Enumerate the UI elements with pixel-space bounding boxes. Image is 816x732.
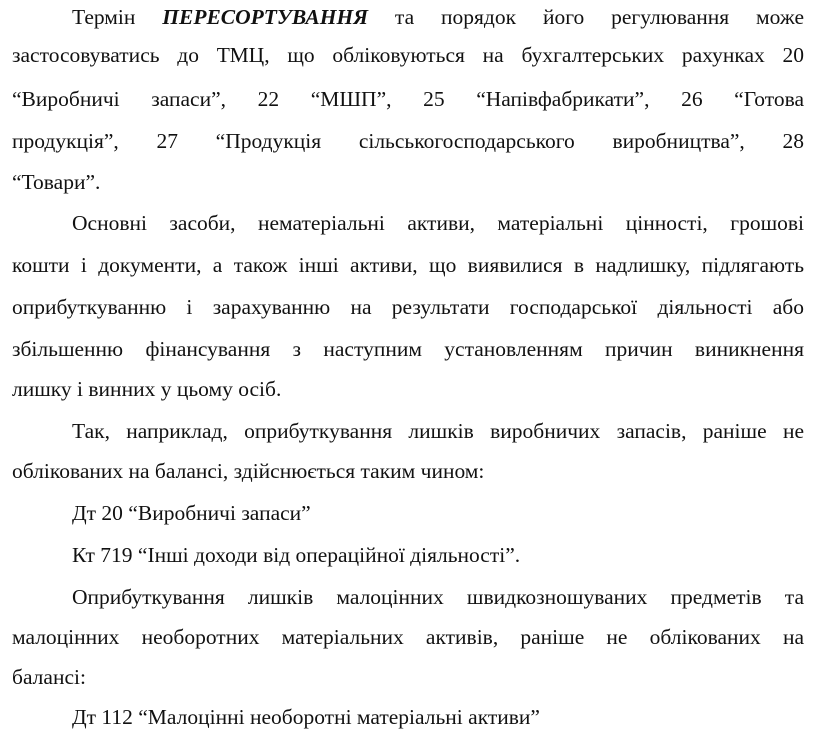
paragraph-1-prefix: Термін [72,5,163,29]
paragraph-4-line-1: Оприбуткування лишків малоцінних швидкозношуваних предметів та [72,585,804,609]
paragraph-1-line-4: продукція”, 27 “Продукція сільськогосподарського виробництва”, 28 [12,129,804,153]
entry-debit-20: Дт 20 “Виробничі запаси” [72,501,311,525]
paragraph-1-suffix: та порядок його регулювання може [368,5,804,29]
entry-credit-719: Кт 719 “Інші доходи від операційної діяльності”. [72,543,521,567]
paragraph-1-line-2: застосовуватись до ТМЦ, що обліковуються на бухгалтерських рахунках 20 [12,43,804,67]
entry-debit-112: Дт 112 “Малоцінні необоротні матеріальні активи” [72,705,540,729]
paragraph-1-line-3: “Виробничі запаси”, 22 “МШП”, 25 “Напівфабрикати”, 26 “Готова [12,87,804,111]
paragraph-2-line-2: кошти і документи, а також інші активи, що виявилися в надлишку, підлягають [12,253,804,277]
paragraph-2-line-5: лишку і винних у цьому осіб. [12,377,282,401]
paragraph-3-line-1: Так, наприклад, оприбуткування лишків виробничих запасів, раніше не [72,419,804,443]
term-peresortuvannia: ПЕРЕСОРТУВАННЯ [162,5,369,29]
paragraph-4-line-3: балансі: [12,665,86,689]
paragraph-1-line-1 [12,2,804,32]
paragraph-2-line-1: Основні засоби, нематеріальні активи, матеріальні цінності, грошові [72,211,804,235]
paragraph-3-line-2: облікованих на балансі, здійснюється таким чином: [12,459,485,483]
paragraph-2-line-3: оприбуткуванню і зарахуванню на результати господарської діяльності або [12,295,804,319]
paragraph-1-line-5: “Товари”. [12,170,101,194]
paragraph-4-line-2: малоцінних необоротних матеріальних активів, раніше не облікованих на [12,625,804,649]
paragraph-2-line-4: збільшенню фінансування з наступним установленням причин виникнення [12,337,804,361]
